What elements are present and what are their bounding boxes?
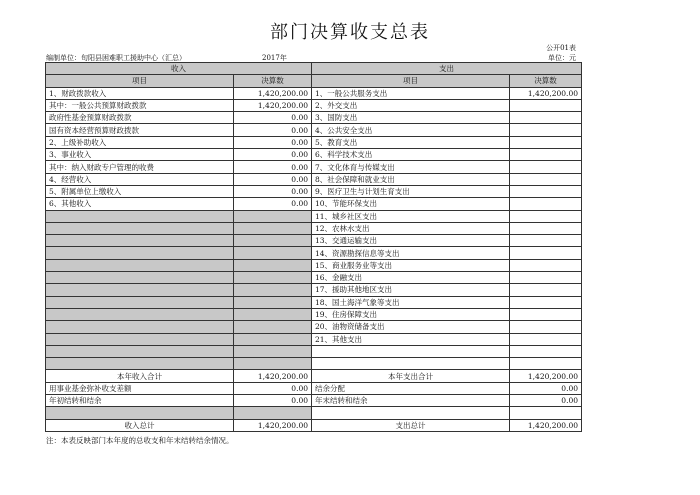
blank-cell [312,345,510,357]
income-amount [234,321,312,333]
table-row [46,259,582,271]
income-item-header: 项目 [46,75,234,87]
surplus-label: 结余分配 [312,382,510,394]
expense-item: 10、节能环保支出 [312,198,510,210]
expense-item: 19、住房保障支出 [312,308,510,320]
expense-item: 12、农林水支出 [312,222,510,234]
table-row [46,198,582,210]
expense-amount [510,235,582,247]
income-amount: 1,420,200.00 [234,87,312,99]
fund-balance-label: 用事业基金弥补收支差额 [46,382,234,394]
income-amount: 1,420,200.00 [234,99,312,111]
expense-item: 4、公共安全支出 [312,124,510,136]
expense-item: 11、城乡社区支出 [312,210,510,222]
grand-total-income-label: 收入总计 [46,419,234,431]
income-amount [234,284,312,296]
grand-total-row [46,419,582,431]
compiler-unit: 编制单位：旬阳县困难职工援助中心（汇总） [46,54,186,62]
income-item [46,284,234,296]
income-amount: 0.00 [234,124,312,136]
footnote: 注：本表反映部门本年度的总收支和年末结转结余情况。 [46,436,234,445]
expense-item: 21、其他支出 [312,333,510,345]
expense-amount [510,284,582,296]
expense-amount [510,149,582,161]
expense-amount: 1,420,200.00 [510,87,582,99]
income-amount [234,272,312,284]
total-year-income-label: 本年收入合计 [46,370,234,382]
expense-amount [510,259,582,271]
table-row [46,210,582,222]
expense-amount [510,272,582,284]
expense-item: 7、文化体育与传媒支出 [312,161,510,173]
table-row [46,333,582,345]
total-year-expense-value: 1,420,200.00 [510,370,582,382]
table-row [46,284,582,296]
end-carry-label: 年末结转和结余 [312,395,510,407]
blank-cell [312,407,510,419]
grand-total-expense-value: 1,420,200.00 [510,419,582,431]
fund-balance-row [46,382,582,394]
table-row [46,321,582,333]
blank-cell [46,358,234,370]
expense-amount [510,321,582,333]
income-item [46,308,234,320]
expense-amount [510,222,582,234]
income-amount [234,210,312,222]
income-item: 6、其他收入 [46,198,234,210]
table-row [46,296,582,308]
income-item [46,333,234,345]
begin-carry-value: 0.00 [234,395,312,407]
income-item [46,222,234,234]
table-row [46,173,582,185]
expense-amount [510,124,582,136]
blank-cell [312,358,510,370]
income-amount [234,247,312,259]
income-amount: 0.00 [234,149,312,161]
expense-amount [510,308,582,320]
income-item: 5、附属单位上缴收入 [46,185,234,197]
expense-item: 13、交通运输支出 [312,235,510,247]
table-row [46,235,582,247]
blank-cell [234,345,312,357]
income-amount: 0.00 [234,173,312,185]
expense-amount [510,210,582,222]
expense-item: 17、援助其他地区支出 [312,284,510,296]
blank-cell [234,407,312,419]
income-amount-header: 决算数 [234,75,312,87]
income-amount [234,308,312,320]
carry-over-row [46,395,582,407]
table-row [46,99,582,111]
table-row [46,185,582,197]
blank-row [46,345,582,357]
blank-cell [510,358,582,370]
income-item [46,247,234,259]
grand-total-income-value: 1,420,200.00 [234,419,312,431]
income-item: 其中：纳入财政专户管理的收费 [46,161,234,173]
income-amount [234,333,312,345]
page-title: 部门决算收支总表 [270,22,430,43]
income-amount [234,235,312,247]
income-item [46,235,234,247]
expense-header: 支出 [312,63,582,75]
table-row [46,272,582,284]
blank-cell [46,407,234,419]
total-year-row [46,370,582,382]
income-item [46,296,234,308]
expense-item: 1、一般公共服务支出 [312,87,510,99]
income-amount: 0.00 [234,198,312,210]
surplus-value: 0.00 [510,382,582,394]
table-row [46,87,582,99]
expense-amount [510,173,582,185]
income-amount [234,296,312,308]
table-row [46,222,582,234]
expense-item: 9、医疗卫生与计划生育支出 [312,185,510,197]
table-row [46,308,582,320]
summary-table [45,62,582,432]
expense-amount [510,247,582,259]
expense-item: 8、社会保障和就业支出 [312,173,510,185]
currency-unit: 单位：元 [548,54,576,62]
income-header: 收入 [46,63,312,75]
expense-amount [510,99,582,111]
income-item [46,321,234,333]
table-row [46,161,582,173]
expense-amount [510,198,582,210]
expense-amount-header: 决算数 [510,75,582,87]
expense-item: 6、科学技术支出 [312,149,510,161]
expense-item-header: 项目 [312,75,510,87]
blank-cell [510,345,582,357]
expense-item: 15、商业服务业等支出 [312,259,510,271]
income-amount: 0.00 [234,112,312,124]
table-row [46,124,582,136]
income-item: 2、上级补助收入 [46,136,234,148]
expense-item: 16、金融支出 [312,272,510,284]
expense-item: 18、国土海洋气象等支出 [312,296,510,308]
expense-item: 2、外交支出 [312,99,510,111]
expense-amount [510,136,582,148]
income-item [46,272,234,284]
section-header-row [46,63,582,75]
grand-total-expense-label: 支出总计 [312,419,510,431]
end-carry-value: 0.00 [510,395,582,407]
table-row [46,136,582,148]
form-number: 公开01表 [546,44,576,52]
income-amount [234,259,312,271]
income-amount [234,222,312,234]
total-year-expense-label: 本年支出合计 [312,370,510,382]
expense-item: 20、油物资储备支出 [312,321,510,333]
column-header-row [46,75,582,87]
expense-amount [510,112,582,124]
blank-cell [46,345,234,357]
income-item: 国有资本经营预算财政拨款 [46,124,234,136]
expense-item: 5、教育支出 [312,136,510,148]
expense-amount [510,185,582,197]
expense-item: 14、资源勘探信息等支出 [312,247,510,259]
income-item: 3、事业收入 [46,149,234,161]
blank-row [46,407,582,419]
income-item: 1、财政拨款收入 [46,87,234,99]
expense-amount [510,296,582,308]
fund-balance-value: 0.00 [234,382,312,394]
income-item: 其中：一般公共预算财政拨款 [46,99,234,111]
blank-cell [234,358,312,370]
income-item: 政府性基金预算财政拨款 [46,112,234,124]
income-item: 4、经营收入 [46,173,234,185]
begin-carry-label: 年初结转和结余 [46,395,234,407]
income-item [46,259,234,271]
expense-item: 3、国防支出 [312,112,510,124]
income-item [46,210,234,222]
table-row [46,112,582,124]
expense-amount [510,333,582,345]
blank-row [46,358,582,370]
table-row [46,247,582,259]
report-year: 2017年 [262,54,287,62]
income-amount: 0.00 [234,161,312,173]
expense-amount [510,161,582,173]
total-year-income-value: 1,420,200.00 [234,370,312,382]
table-row [46,149,582,161]
income-amount: 0.00 [234,136,312,148]
blank-cell [510,407,582,419]
income-amount: 0.00 [234,185,312,197]
